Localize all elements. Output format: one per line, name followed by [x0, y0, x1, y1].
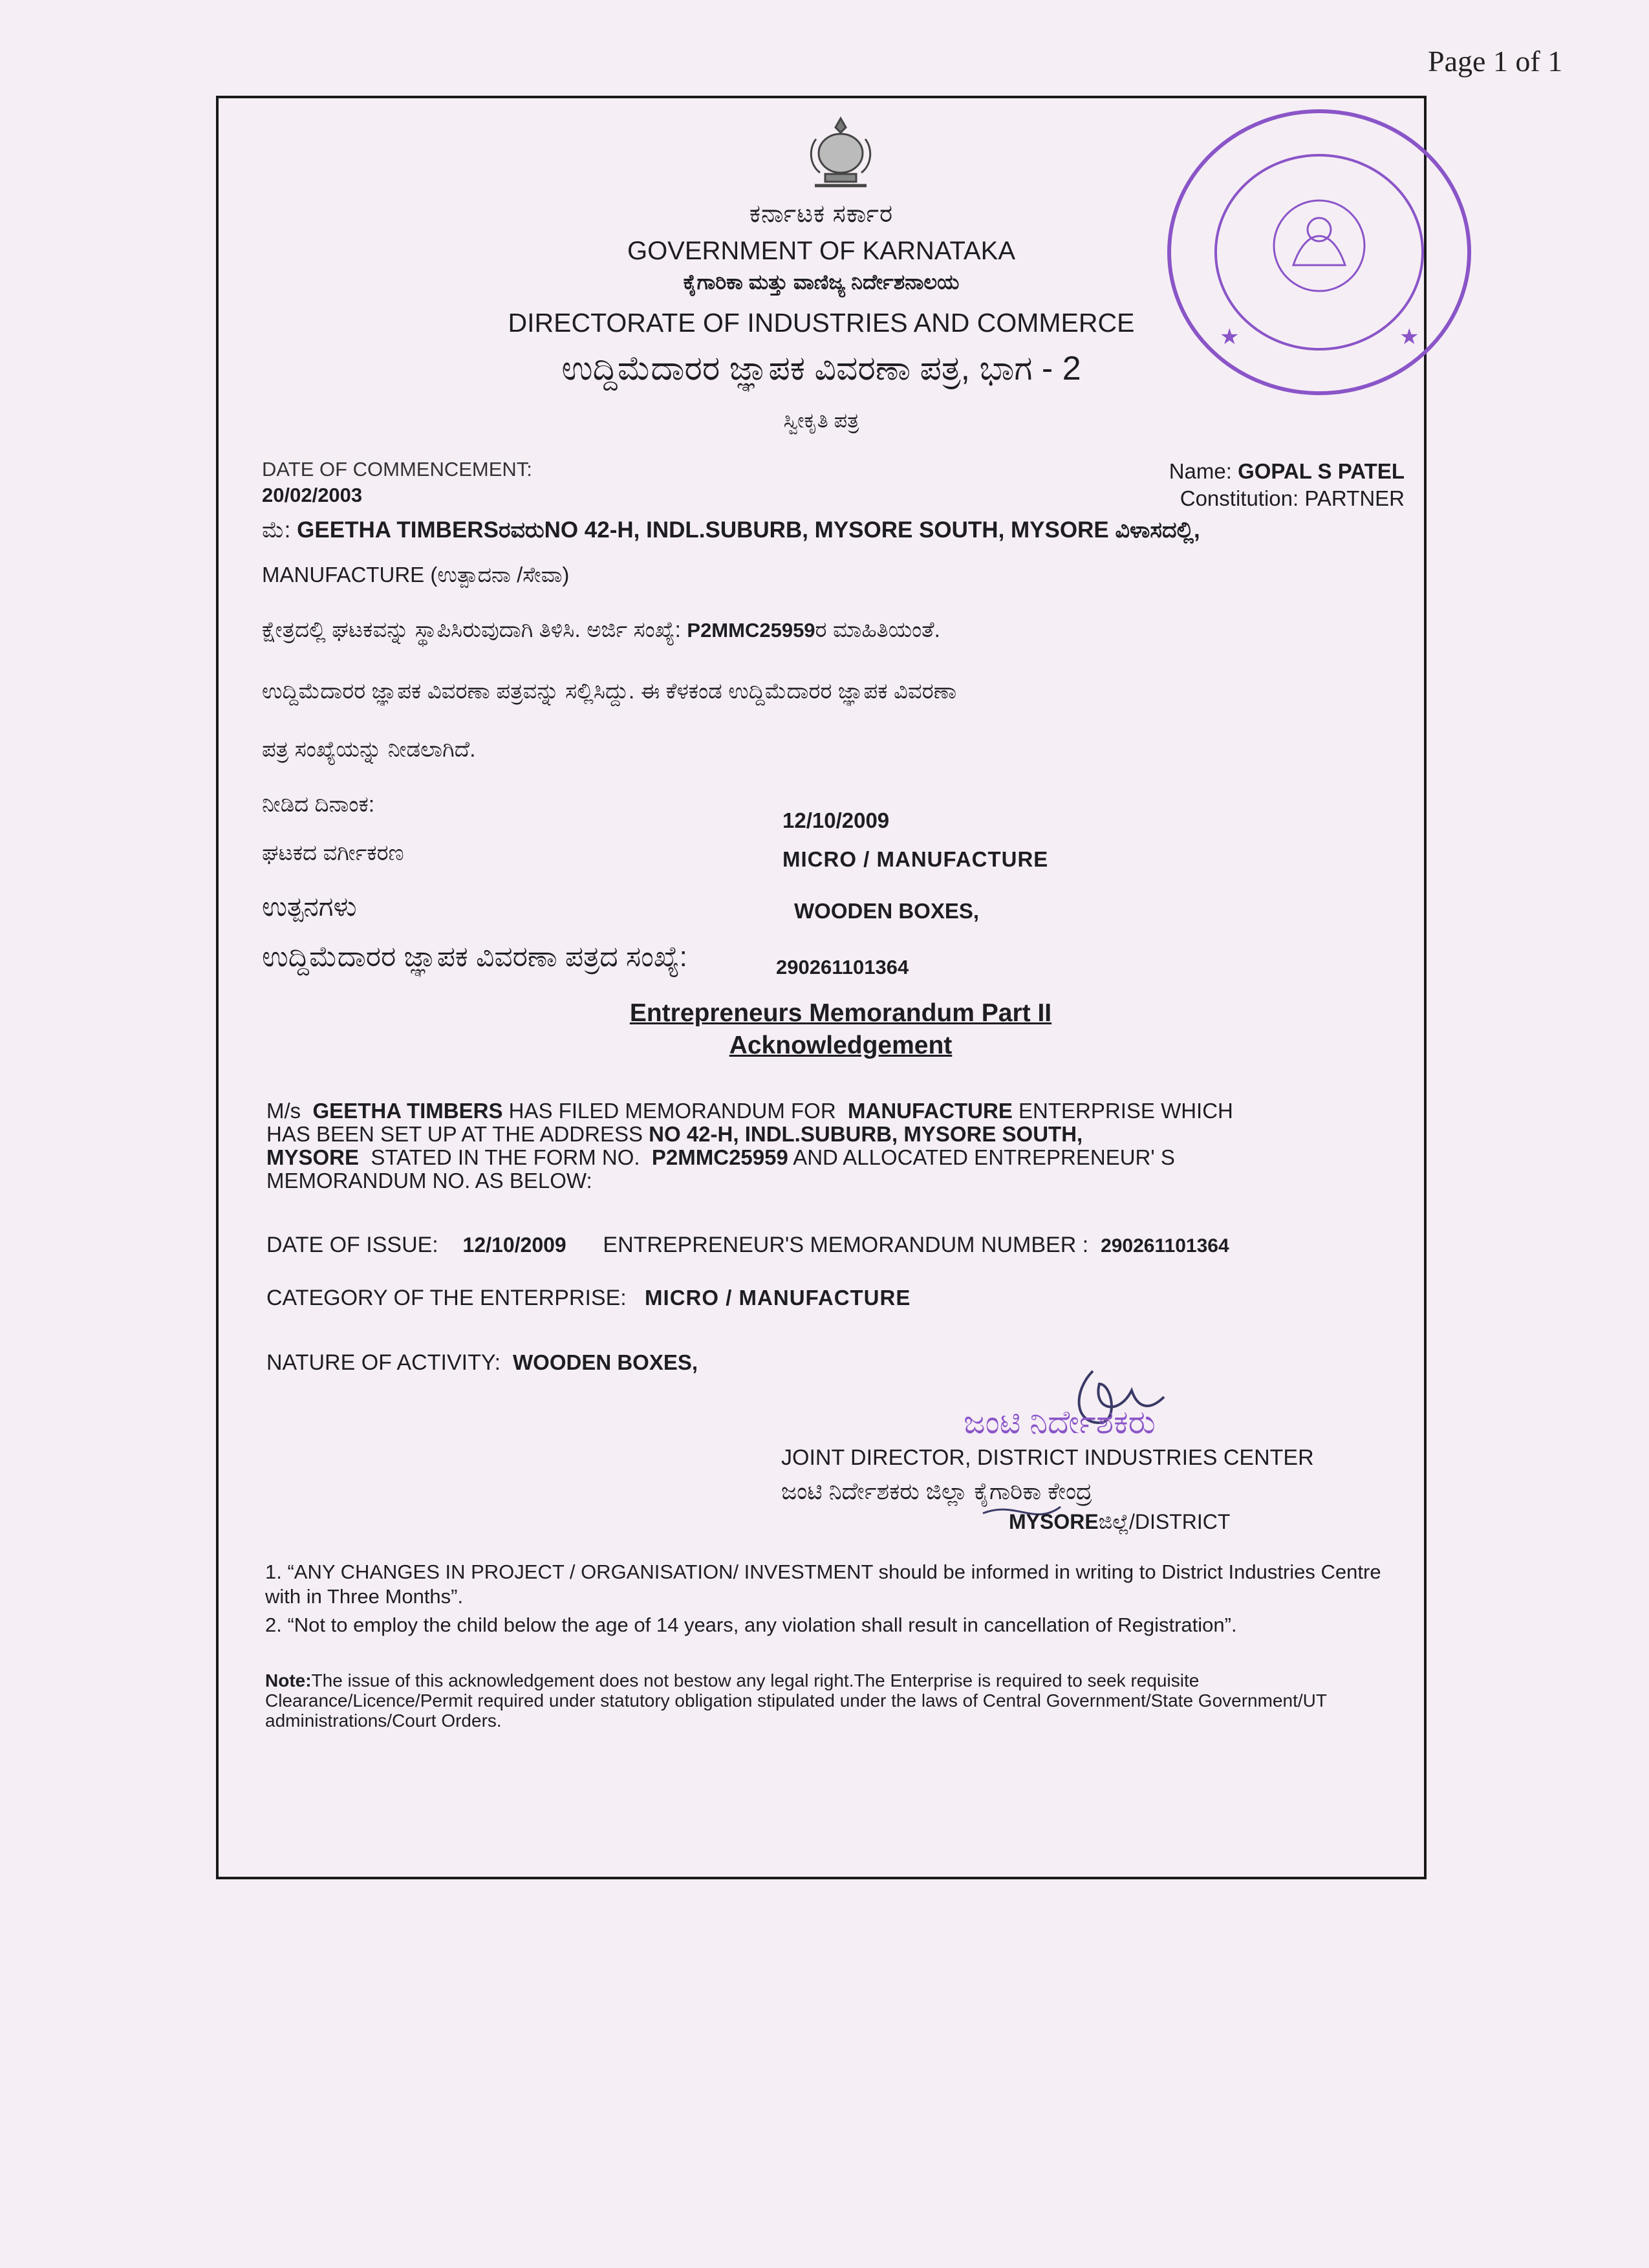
form-subtitle-kannada: ಸ್ವೀಕೃತಿ ಪತ್ರ: [783, 409, 859, 432]
department-name-english: DIRECTORATE OF INDUSTRIES AND COMMERCE: [508, 308, 1135, 338]
ack-text-2: ENTERPRISE WHICH: [1018, 1099, 1233, 1123]
memo-number-label-kannada: ಉದ್ದಿಮೆದಾರರ ಜ್ಞಾಪಕ ವಿವರಣಾ ಪತ್ರದ ಸಂಖ್ಯೆ:: [262, 941, 687, 973]
department-name-kannada: ಕೈಗಾರಿಕಾ ಮತ್ತು ವಾಣಿಜ್ಯ ನಿರ್ದೇಶನಾಲಯ: [683, 270, 960, 294]
ack-address-2: MYSORE: [266, 1145, 360, 1169]
products-kannada-value: WOODEN BOXES,: [794, 899, 980, 923]
signatory-title-kannada: ಜಂಟಿ ನಿರ್ದೇಶಕರು ಜಿಲ್ಲಾ ಕೈಗಾರಿಕಾ ಕೇಂದ್ರ: [781, 1478, 1092, 1504]
owner-name-label: Name:: [1169, 459, 1232, 483]
issue-date: 12/10/2009: [462, 1233, 566, 1257]
ack-heading-line-1: Entrepreneurs Memorandum Part II: [629, 999, 1052, 1027]
constitution-row: [1180, 486, 1405, 511]
commencement-date: 20/02/2003: [262, 484, 363, 506]
owner-name-row: [1169, 459, 1405, 484]
ack-activity: MANUFACTURE: [848, 1099, 1013, 1123]
application-number: P2MMC25959: [687, 619, 815, 642]
nature-row: [266, 1350, 698, 1376]
state-emblem-icon: [802, 113, 879, 194]
form-title-kannada: ಉದ್ದಿಮೆದಾರರ ಜ್ಞಾಪಕ ವಿವರಣಾ ಪತ್ರ, ಭಾಗ - 2: [561, 350, 1081, 387]
kannada-body-line-1: [262, 618, 940, 643]
ack-form-number: P2MMC25959: [651, 1145, 788, 1169]
svg-text:★: ★: [1399, 324, 1419, 350]
address-connector: ರವರು: [498, 517, 544, 543]
memo-number: 290261101364: [1101, 1235, 1229, 1257]
owner-name: GOPAL S PATEL: [1238, 459, 1405, 483]
kannada-body-line-3: ಪತ್ರ ಸಂಖ್ಯೆಯನ್ನು ನೀಡಲಾಗಿದೆ.: [262, 737, 476, 762]
constitution-label: Constitution:: [1180, 486, 1299, 510]
category-row: [266, 1286, 911, 1311]
ack-address-1: NO 42-H, INDL.SUBURB, MYSORE SOUTH,: [649, 1122, 1083, 1146]
kannada-line-1-end: ರ ಮಾಹಿತಿಯಂತೆ.: [815, 618, 940, 642]
svg-text:★: ★: [1220, 324, 1240, 350]
constitution-value: PARTNER: [1304, 486, 1405, 510]
nature-label: NATURE OF ACTIVITY:: [266, 1350, 501, 1375]
issue-date-kannada-value: 12/10/2009: [782, 808, 890, 832]
legal-note-label: Note:: [265, 1670, 312, 1690]
ack-text-5: AND ALLOCATED ENTREPRENEUR' S: [793, 1145, 1175, 1169]
issue-row: [266, 1233, 1229, 1258]
firm-address: NO 42-H, INDL.SUBURB, MYSORE SOUTH, MYSORE: [544, 517, 1109, 543]
nature-value: WOODEN BOXES,: [513, 1350, 698, 1374]
issue-date-label-kannada: ನೀಡಿದ ದಿನಾಂಕ:: [262, 792, 375, 817]
memo-number-label: ENTREPRENEUR'S MEMORANDUM NUMBER :: [603, 1233, 1089, 1257]
note-2: 2. “Not to employ the child below the age of 14 years, any violation shall result in cancellation of Registration”.: [265, 1614, 1237, 1636]
kannada-line-1-start: ಕ್ಷೇತ್ರದಲ್ಲಿ ಘಟಕವನ್ನು ಸ್ಥಾಪಿಸಿರುವುದಾಗಿ ತಿಳಿಸಿ. ಅರ್ಜಿ ಸಂಖ್ಯೆ:: [262, 618, 681, 642]
category-label: CATEGORY OF THE ENTERPRISE:: [266, 1286, 627, 1310]
ack-text-4: STATED IN THE FORM NO.: [371, 1145, 640, 1169]
state-name-kannada: ಕರ್ನಾಟಕ ಸರ್ಕಾರ: [749, 200, 894, 228]
memo-number-kannada-value: 290261101364: [776, 956, 909, 978]
legal-note-text: The issue of this acknowledgement does not bestow any legal right.The Enterprise is required to seek requisite Clearance/Licence/Permit required under statutory obligation stipulated under the laws of Central Government/State Government/UT administrations/Court Orders.: [265, 1670, 1327, 1731]
district-name: MYSORE: [1009, 1510, 1099, 1533]
kannada-body-line-2: ಉದ್ದಿಮೆದಾರರ ಜ್ಞಾಪಕ ವಿವರಣಾ ಪತ್ರವನ್ನು ಸಲ್ಲಿಸಿದ್ದು. ಈ ಕೆಳಕಂಡ ಉದ್ದಿಮೆದಾರರ ಜ್ಞಾಪಕ ವಿವರಣಾ: [262, 679, 957, 704]
commencement-label: DATE OF COMMENCEMENT:: [262, 458, 532, 481]
state-name-english: GOVERNMENT OF KARNATAKA: [627, 237, 1016, 265]
firm-name: GEETHA TIMBERS: [297, 517, 499, 543]
ack-paragraph: [266, 1099, 1405, 1193]
district-row: [1009, 1510, 1230, 1535]
activity-kannada: (ಉತ್ಪಾದನಾ /ಸೇವಾ): [430, 563, 570, 587]
address-suffix: ವಿಳಾಸದಲ್ಲಿ,: [1115, 517, 1200, 543]
ack-text-1: HAS FILED MEMORANDUM FOR: [508, 1099, 836, 1123]
note-1: 1. “ANY CHANGES IN PROJECT / ORGANISATION/ INVESTMENT should be informed in writing to District Industries Centre with in Three Months”.: [265, 1561, 1381, 1608]
ms-prefix: M/s: [266, 1099, 301, 1123]
seal-kannada: ಜಂಟಿ ನಿರ್ದೇಶಕರು: [964, 1404, 1156, 1440]
ack-firm-name: GEETHA TIMBERS: [312, 1099, 503, 1123]
category-value: MICRO / MANUFACTURE: [645, 1286, 911, 1310]
official-seal-icon: [1158, 103, 1481, 401]
address-line: [262, 517, 1200, 543]
ack-text-3: HAS BEEN SET UP AT THE ADDRESS: [266, 1122, 643, 1146]
signatory-title-english: JOINT DIRECTOR, DISTRICT INDUSTRIES CENTER: [781, 1445, 1314, 1470]
page-number: Page 1 of 1: [1428, 45, 1563, 78]
ack-heading-line-2: Acknowledgement: [729, 1031, 953, 1059]
classification-kannada-value: MICRO / MANUFACTURE: [782, 847, 1049, 871]
issue-date-label: DATE OF ISSUE:: [266, 1233, 438, 1257]
legal-note: [265, 1670, 1403, 1731]
district-kannada: ಜಿಲ್ಲೆ: [1098, 1510, 1130, 1533]
address-prefix: ಮೆ:: [262, 517, 291, 543]
district-suffix: /DISTRICT: [1129, 1510, 1231, 1533]
activity-english: MANUFACTURE: [262, 563, 425, 587]
activity-line: [262, 563, 569, 588]
ack-text-6: MEMORANDUM NO. AS BELOW:: [266, 1169, 592, 1193]
products-label-kannada: ಉತ್ಪನಗಳು: [262, 891, 357, 922]
classification-label-kannada: ಘಟಕದ ವರ್ಗೀಕರಣ: [262, 841, 404, 865]
